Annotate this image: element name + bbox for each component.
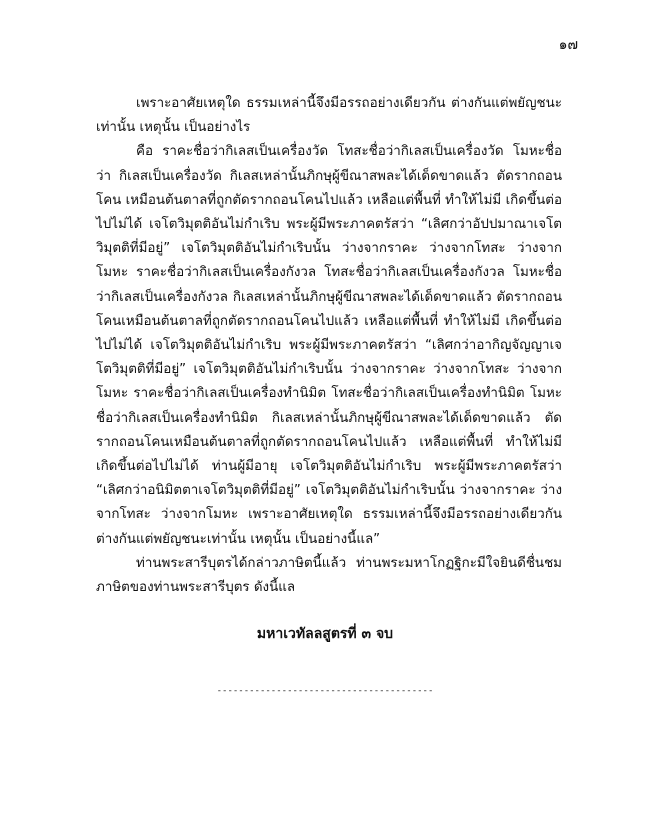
page-number: ๑๗ [558,37,578,53]
paragraph: ท่านพระสารีบุตรได้กล่าวภาษิตนี้แล้ว ท่านพระมหาโกฏฐิกะมีใจยินดีชื่นชมภาษิตของท่านพระสารีบุตร ดังนี้แล [96,555,562,596]
paragraph: คือ ราคะชื่อว่ากิเลสเป็นเครื่องวัด โทสะชื่อว่ากิเลสเป็นเครื่องวัด โมหะชื่อว่า กิเลสเป็นเครื่องวัด กิเลสเหล่านั้นภิกษุผู้ขีณาสพละได้เด็ดขาดแล้ว ตัดรากถอนโคน เหมือนต้นตาลที่ถูกตัดรากถอนโคนไปแล้ว เหลือแต่พื้นที่ ทำให้ไม่มี เกิดขึ้นต่อไปไม่ได้ เจโตวิมุตติอันไม่กำเริบ พระผู้มีพระภาคตรัสว่า “เลิศกว่าอัปปมาณาเจโตวิมุตติที่มีอยู่” เจโตวิมุตติอันไม่กำเริบนั้น ว่างจากราคะ ว่างจากโทสะ ว่างจากโมหะ ราคะชื่อว่ากิเลสเป็นเครื่องกังวล โทสะชื่อว่ากิเลสเป็นเครื่องกังวล โมหะชื่อว่ากิเลสเป็นเครื่องกังวล กิเลสเหล่านั้นภิกษุผู้ขีณาสพละได้เด็ดขาดแล้ว ตัดรากถอนโคนเหมือนต้นตาลที่ถูกตัดรากถอนโคนไปแล้ว เหลือแต่พื้นที่ ทำให้ไม่มี เกิดขึ้นต่อไปไม่ได้ เจโตวิมุตติอันไม่กำเริบ พระผู้มีพระภาคตรัสว่า “เลิศกว่าอากิญจัญญาเจโตวิมุตติที่มีอยู่” เจโตวิมุตติอันไม่กำเริบนั้น ว่างจากราคะ ว่างจากโทสะ ว่างจากโมหะ ราคะชื่อว่ากิเลสเป็นเครื่องทำนิมิต โทสะชื่อว่ากิเลสเป็นเครื่องทำนิมิต โมหะชื่อว่ากิเลสเป็นเครื่องทำนิมิต กิเลสเหล่านั้นภิกษุผู้ขีณาสพละได้เด็ดขาดแล้ว ตัดรากถอนโคนเหมือนต้นตาลที่ถูกตัดรากถอนโคนไปแล้ว เหลือแต่พื้นที่ ทำให้ไม่มี เกิดขึ้นต่อไปไม่ได้ ท่านผู้มีอายุ เจโตวิมุตติอันไม่กำเริบ พระผู้มีพระภาคตรัสว่า “เลิศกว่าอนิมิตตาเจโตวิมุตติที่มีอยู่” เจโตวิมุตติอันไม่กำเริบนั้น ว่างจากราคะ ว่างจากโทสะ ว่างจากโมหะ เพราะอาศัยเหตุใด ธรรมเหล่านี้จึงมีอรรถอย่างเดียวกัน ต่างกันแต่พยัญชนะเท่านั้น เหตุนั้น เป็นอย่างนี้แล” [96,144,562,547]
paragraph: เพราะอาศัยเหตุใด ธรรมเหล่านี้จึงมีอรรถอย่างเดียวกัน ต่างกันแต่พยัญชนะเท่านั้น เหตุนั้น เป็นอย่างไร [96,96,562,136]
sutta-end-heading: มหาเวทัลลสูตรที่ ๓ จบ [256,626,394,642]
section-divider: ---------------------------------------- [216,686,434,696]
body-text [96,92,562,600]
